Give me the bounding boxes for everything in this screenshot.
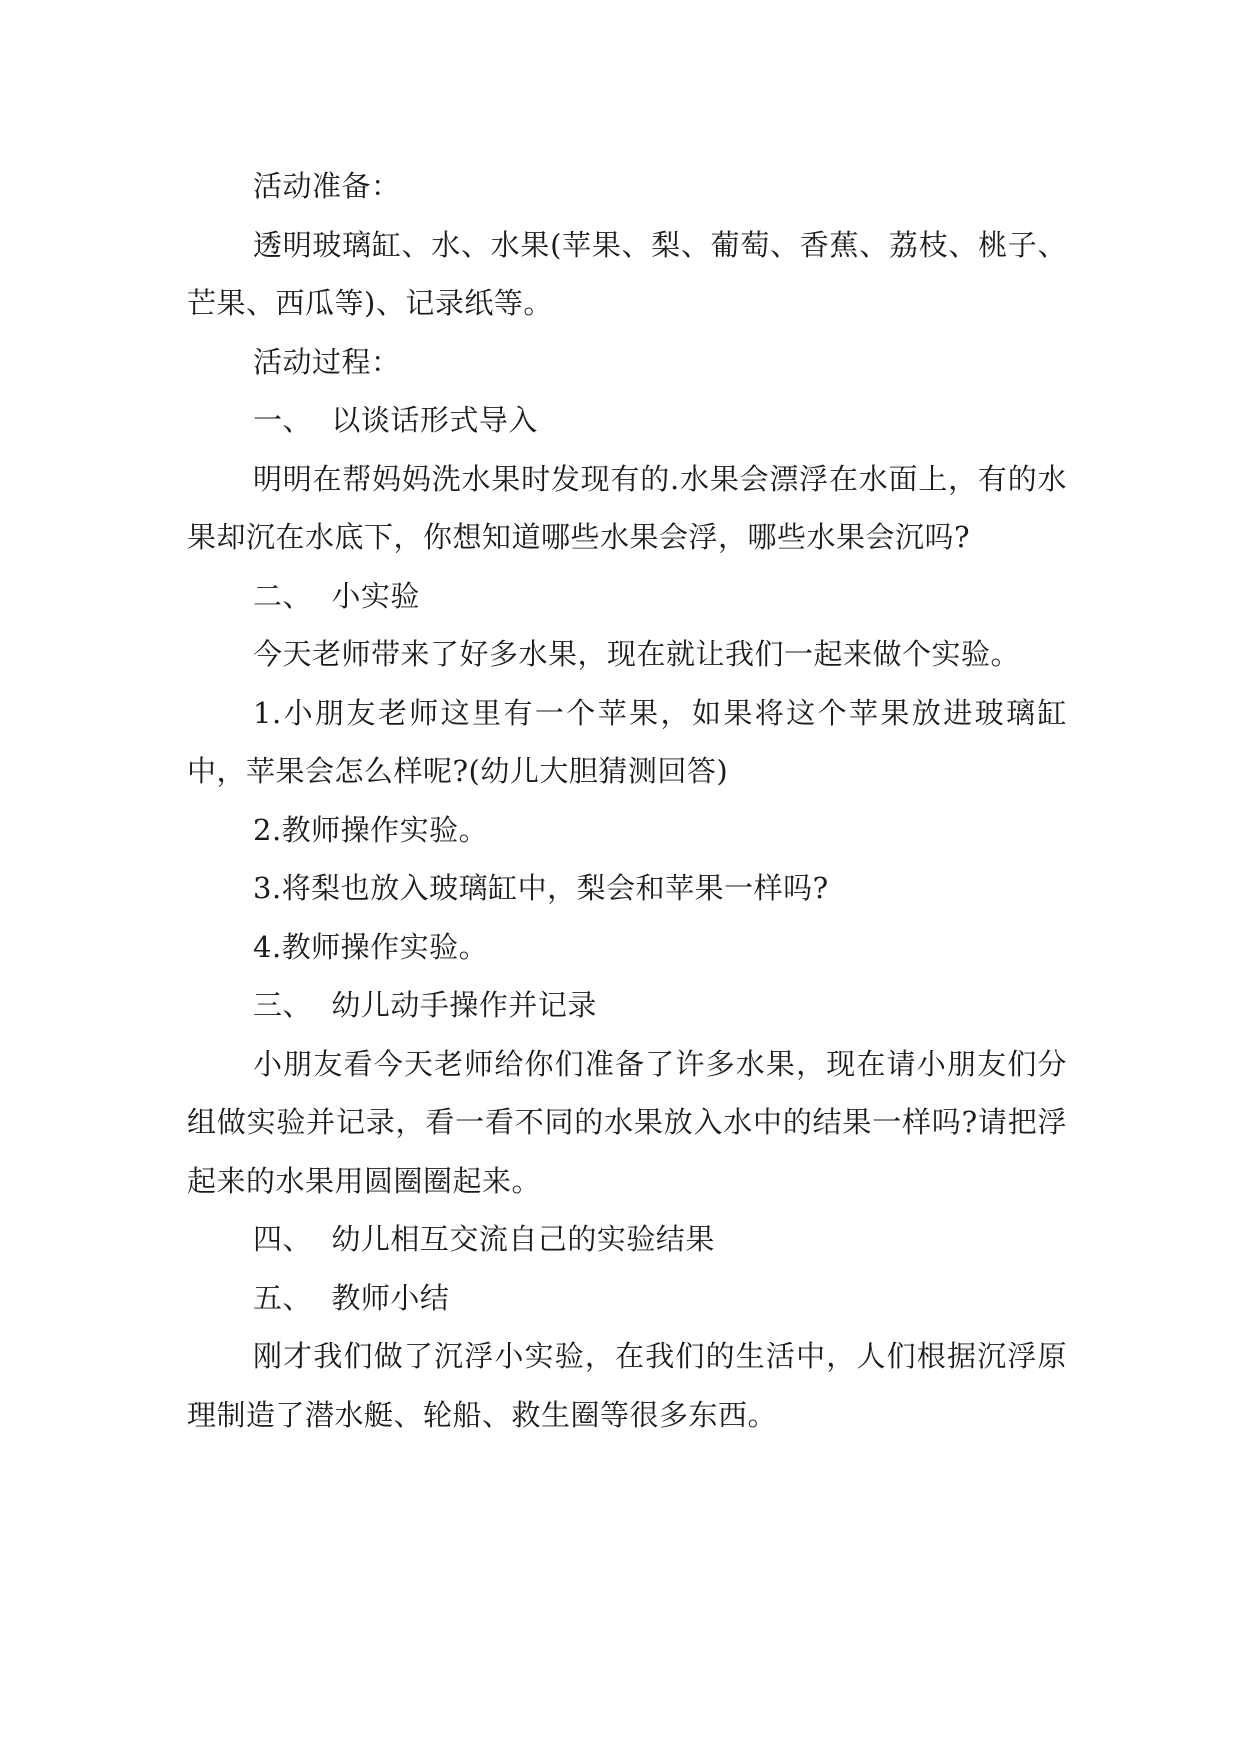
paragraph-summary: 刚才我们做了沉浮小实验，在我们的生活中，人们根据沉浮原理制造了潜水艇、轮船、救生圈等很多东西。: [187, 1339, 1067, 1432]
paragraph-hands-on: 小朋友看今天老师给你们准备了许多水果，现在请小朋友们分组做实验并记录，看一看不同的水果放入水中的结果一样吗?请把浮起来的水果用圆圈圈起来。: [187, 1046, 1067, 1198]
step-heading-2: 二、 小实验: [253, 578, 420, 613]
paragraph-item-4: 4.教师操作实验。: [253, 929, 489, 964]
step-heading-3: 三、 幼儿动手操作并记录: [253, 988, 597, 1022]
section-heading-preparation: 活动准备：: [253, 169, 401, 203]
paragraph-intro: 明明在帮妈妈洗水果时发现有的.水果会漂浮在水面上，有的水果却沉在水底下，你想知道哪些水果会浮，哪些水果会沉吗?: [187, 461, 1067, 554]
paragraph-item-2: 2.教师操作实验。: [253, 812, 489, 847]
step-heading-5: 五、 教师小结: [253, 1280, 450, 1315]
paragraph-materials: 透明玻璃缸、水、水果(苹果、梨、葡萄、香蕉、荔枝、桃子、芒果、西瓜等)、记录纸等。: [187, 227, 1067, 320]
paragraph-item-3: 3.将梨也放入玻璃缸中，梨会和苹果一样吗?: [253, 871, 829, 905]
step-heading-4: 四、 幼儿相互交流自己的实验结果: [253, 1222, 715, 1256]
paragraph-experiment-intro: 今天老师带来了好多水果，现在就让我们一起来做个实验。: [253, 637, 1021, 671]
paragraph-item-1: 1.小朋友老师这里有一个苹果，如果将这个苹果放进玻璃缸中，苹果会怎么样呢?(幼儿大胆猜测回答): [187, 695, 1067, 788]
section-heading-process: 活动过程：: [253, 344, 401, 379]
step-heading-1: 一、 以谈话形式导入: [253, 403, 538, 437]
document-body: [187, 157, 1067, 1444]
